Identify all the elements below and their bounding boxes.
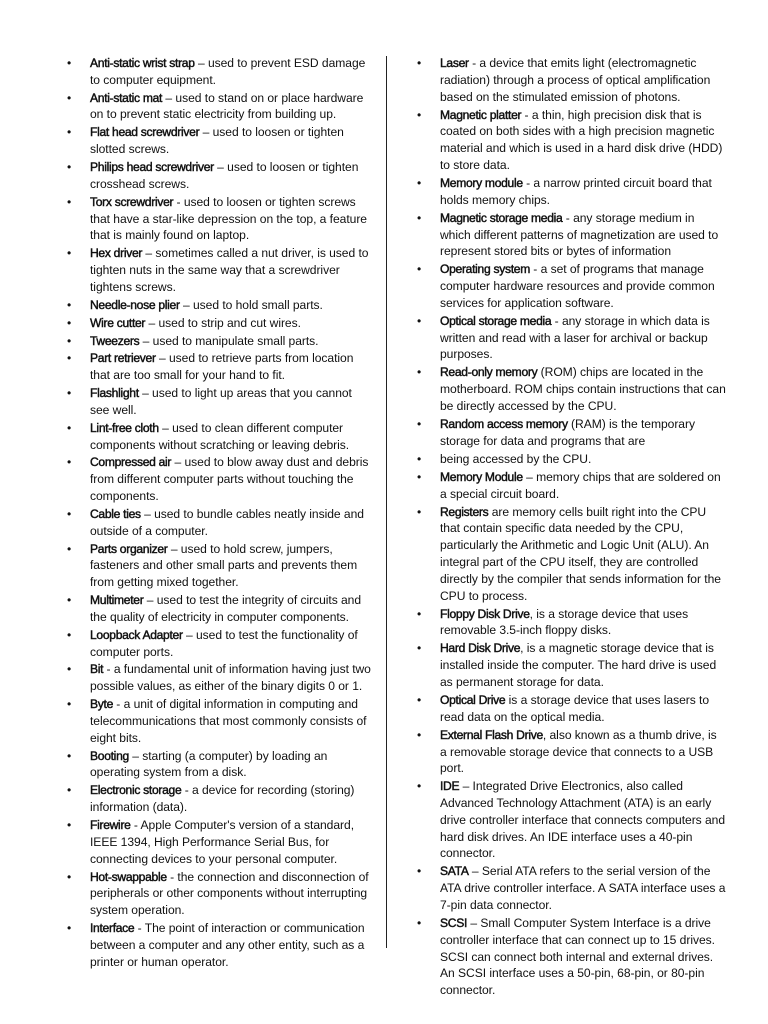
glossary-term: Anti-static wrist strap — [90, 56, 195, 70]
glossary-term: IDE — [440, 779, 460, 794]
glossary-term: Loopback Adapter — [90, 627, 183, 642]
term-definition: (RAM) is the temporary storage for data and programs that are — [440, 417, 695, 448]
bullet-icon: • — [67, 783, 72, 798]
term-definition: – used to clean different computer components without scratching or leaving debris. — [90, 420, 350, 452]
list-item — [64, 748, 372, 782]
bullet-icon: • — [417, 417, 422, 432]
glossary-term: Booting — [90, 748, 129, 763]
glossary-term: Hard Disk Drive — [440, 641, 521, 656]
glossary-term: Magnetic platter — [440, 107, 522, 122]
term-definition: – used to hold screw, jumpers, fasteners and other small parts and prevents them from getting mixed together. — [90, 541, 358, 590]
glossary-term: Philips head screwdriver — [90, 160, 214, 175]
glossary-term: Lint-free cloth — [90, 420, 159, 435]
bullet-icon: • — [67, 506, 72, 521]
term-definition: – Serial ATA refers to the serial version of the ATA drive controller interface. A SATA interface uses a 7-pin data connector. — [440, 864, 726, 913]
glossary-term: Laser — [440, 56, 469, 70]
glossary-term: External Flash Drive — [440, 727, 543, 742]
term-definition: – sometimes called a nut driver, is used to tighten nuts in the same way that a screwdriver tightens screws. — [90, 246, 369, 294]
term-definition: – used to loosen or tighten crosshead screws. — [90, 160, 359, 191]
list-item — [64, 541, 372, 591]
term-definition: - any storage medium in which different patterns of magnetization are used to represent stored bits or bytes of information — [440, 210, 719, 259]
list-item — [64, 385, 372, 419]
bullet-icon: • — [67, 869, 72, 884]
bullet-icon: • — [67, 56, 72, 70]
term-definition: – used to manipulate small parts. — [139, 333, 319, 348]
glossary-term: Tweezers — [90, 333, 140, 348]
glossary-term: Compressed air — [90, 455, 172, 470]
list-item — [64, 506, 372, 540]
list-item — [414, 863, 726, 913]
bullet-icon: • — [417, 864, 422, 879]
glossary-term: SATA — [440, 864, 469, 879]
term-definition: – memory chips that are soldered on a special circuit board. — [440, 469, 721, 501]
term-definition: – used to test the integrity of circuits and the quality of electricity in computer components. — [90, 593, 362, 624]
term-definition: - Apple Computer's version of a standard, IEEE 1394, High Performance Serial Bus, for connecting devices to your personal computer. — [90, 818, 354, 866]
bullet-icon: • — [67, 818, 72, 833]
list-item — [64, 194, 372, 244]
glossary-term: Flat head screwdriver — [90, 125, 200, 140]
bullet-icon: • — [67, 386, 72, 401]
list-item — [64, 454, 372, 504]
list-item — [64, 350, 372, 384]
right-column — [414, 55, 726, 1000]
bullet-icon: • — [417, 56, 422, 70]
bullet-icon: • — [417, 504, 422, 519]
glossary-term: Random access memory — [440, 417, 568, 432]
list-item — [64, 627, 372, 661]
term-definition: - a device for recording (storing) information (data). — [90, 783, 355, 815]
list-item — [414, 175, 726, 209]
glossary-term: Cable ties — [90, 506, 141, 521]
list-item — [64, 333, 372, 350]
glossary-term: Needle-nose plier — [90, 297, 180, 312]
term-definition: – used to blow away dust and debris from different computer parts without touching the components. — [90, 455, 369, 504]
bullet-icon: • — [417, 210, 422, 225]
bullet-icon: • — [417, 692, 422, 707]
term-definition: being accessed by the CPU. — [440, 451, 592, 466]
bullet-icon: • — [67, 541, 72, 556]
glossary-term: SCSI — [440, 916, 468, 931]
list-item — [64, 90, 372, 124]
list-item — [414, 606, 726, 640]
bullet-icon: • — [67, 90, 72, 105]
bullet-icon: • — [67, 125, 72, 140]
glossary-term: Magnetic storage media — [440, 210, 563, 225]
list-item — [414, 313, 726, 363]
bullet-icon: • — [67, 315, 72, 330]
glossary-term: Hot-swappable — [90, 869, 167, 884]
list-item — [64, 920, 372, 970]
glossary-term: Interface — [90, 921, 135, 935]
list-item — [64, 245, 372, 295]
list-item — [64, 297, 372, 314]
glossary-term: Anti-static mat — [90, 90, 163, 105]
left-term-list — [64, 55, 372, 970]
bullet-icon: • — [417, 451, 422, 466]
right-term-list — [414, 55, 726, 999]
glossary-term: Optical storage media — [440, 313, 552, 328]
list-item — [64, 592, 372, 626]
list-item — [414, 55, 726, 105]
bullet-icon: • — [67, 420, 72, 435]
term-definition: – used to retrieve parts from location that are too small for your hand to fit. — [90, 351, 354, 383]
term-definition: – starting (a computer) by loading an operating system from a disk. — [90, 748, 328, 780]
term-definition: are memory cells built right into the CPU that contain specific data needed by the CPU, particularly the Arithmetic and Logic Unit (ALU). An integral part of the CPU itself, they are controlled directly by the compiler that sends information for the CPU to process. — [440, 504, 721, 603]
bullet-icon: • — [417, 916, 422, 931]
bullet-icon: • — [417, 365, 422, 380]
bullet-icon: • — [417, 175, 422, 190]
glossary-term: Parts organizer — [90, 541, 168, 556]
glossary-term: Operating system — [440, 262, 530, 277]
term-definition: - a device that emits light (electromagnetic radiation) through a process of optical amplification based on the stimulated emission of photons. — [440, 56, 711, 104]
bullet-icon: • — [67, 333, 72, 348]
list-item — [414, 261, 726, 311]
list-item — [414, 778, 726, 862]
list-item — [414, 210, 726, 260]
bullet-icon: • — [67, 246, 72, 261]
glossary-term: Read-only memory — [440, 365, 538, 380]
glossary-term: Memory module — [440, 175, 523, 190]
list-item — [64, 782, 372, 816]
bullet-icon: • — [67, 921, 72, 935]
term-definition: , also known as a thumb drive, is a removable storage device that connects to a USB port. — [440, 727, 717, 776]
list-item — [414, 692, 726, 726]
glossary-term: Byte — [90, 697, 113, 712]
bullet-icon: • — [417, 779, 422, 794]
term-definition: – used to strip and cut wires. — [145, 315, 301, 330]
term-definition: - a unit of digital information in computing and telecommunications that most commonly consists of eight bits. — [90, 697, 367, 745]
bullet-icon: • — [417, 313, 422, 328]
left-column — [64, 55, 372, 971]
list-item — [64, 869, 372, 919]
glossary-term: Wire cutter — [90, 315, 146, 330]
glossary-term: Hex driver — [90, 246, 143, 261]
bullet-icon: • — [67, 351, 72, 366]
glossary-term: Floppy Disk Drive — [440, 606, 530, 621]
list-item — [64, 696, 372, 746]
glossary-term: Flashlight — [90, 386, 139, 401]
glossary-term: Memory Module — [440, 469, 523, 484]
glossary-term: Part retriever — [90, 351, 156, 366]
bullet-icon: • — [417, 641, 422, 656]
list-item — [64, 817, 372, 867]
bullet-icon: • — [417, 107, 422, 122]
glossary-term: Firewire — [90, 818, 131, 833]
term-definition: – used to test the functionality of computer ports. — [90, 627, 358, 659]
bullet-icon: • — [67, 455, 72, 470]
term-definition: (ROM) chips are located in the motherboard. ROM chips contain instructions that can be directly accessed by the CPU. — [440, 365, 726, 414]
glossary-term: Bit — [90, 662, 104, 677]
bullet-icon: • — [417, 606, 422, 621]
list-item — [64, 315, 372, 332]
glossary-term: Electronic storage — [90, 783, 182, 798]
term-definition: – used to light up areas that you cannot see well. — [90, 386, 352, 417]
term-definition: , is a storage device that uses removable 3.5-inch floppy disks. — [440, 606, 689, 638]
list-item — [414, 504, 726, 605]
list-item — [414, 915, 726, 999]
bullet-icon: • — [67, 194, 72, 209]
bullet-icon: • — [417, 727, 422, 742]
term-definition: is a storage device that uses lasers to read data on the optical media. — [440, 692, 710, 724]
term-definition: - a thin, high precision disk that is coated on both sides with a high precision magnetic material and which is used in a hard disk drive (HDD) to store data. — [440, 107, 723, 172]
term-definition: - the connection and disconnection of peripherals or other components without interrupting system operation. — [90, 869, 369, 918]
term-definition: , is a magnetic storage device that is installed inside the computer. The hard drive is used as permanent storage for data. — [440, 641, 717, 689]
bullet-icon: • — [67, 662, 72, 677]
list-item — [414, 364, 726, 414]
list-item — [64, 159, 372, 193]
term-definition: – used to loosen or tighten slotted screws. — [90, 125, 344, 157]
bullet-icon: • — [67, 593, 72, 608]
list-item — [414, 451, 726, 468]
glossary-term: Multimeter — [90, 593, 144, 608]
column-divider — [386, 56, 387, 948]
term-definition: - a set of programs that manage computer hardware resources and provide common services for application software. — [440, 262, 715, 310]
bullet-icon: • — [67, 697, 72, 712]
term-definition: – Integrated Drive Electronics, also called Advanced Technology Attachment (ATA) is an early drive controller interface that connects computers and hard disk drives. An IDE interface uses a 40-pin connector. — [440, 779, 726, 861]
glossary-term: Registers — [440, 504, 489, 519]
list-item — [64, 420, 372, 454]
term-definition: – used to prevent ESD damage to computer equipment. — [90, 56, 366, 87]
bullet-icon: • — [67, 748, 72, 763]
term-definition: - used to loosen or tighten screws that have a star-like depression on the top, a feature that is mainly found on laptop. — [90, 194, 367, 243]
list-item — [414, 640, 726, 690]
list-item — [414, 469, 726, 503]
bullet-icon: • — [417, 262, 422, 277]
term-definition: - a fundamental unit of information having just two possible values, as either of the binary digits 0 or 1. — [90, 662, 371, 694]
list-item — [64, 661, 372, 695]
glossary-term: Optical Drive — [440, 692, 506, 707]
term-definition: - The point of interaction or communication between a computer and any other entity, such as a printer or human operator. — [90, 921, 365, 969]
bullet-icon: • — [67, 160, 72, 175]
bullet-icon: • — [417, 469, 422, 484]
list-item — [414, 416, 726, 450]
list-item — [64, 55, 372, 89]
term-definition: – used to stand on or place hardware on to prevent static electricity from building up. — [90, 90, 364, 122]
term-definition: – used to hold small parts. — [179, 297, 323, 312]
list-item — [64, 124, 372, 158]
list-item — [414, 107, 726, 174]
list-item — [414, 727, 726, 777]
term-definition: – used to bundle cables neatly inside and outside of a computer. — [90, 506, 364, 538]
term-definition: - any storage in which data is written and read with a laser for archival or backup purposes. — [440, 313, 710, 362]
bullet-icon: • — [67, 297, 72, 312]
term-definition: - a narrow printed circuit board that holds memory chips. — [440, 175, 712, 207]
bullet-icon: • — [67, 627, 72, 642]
term-definition: – Small Computer System Interface is a drive controller interface that can connect up to 15 drives. SCSI can connect both internal and external drives. An SCSI interface uses a 50-pin, 68-pin, or 80-pin connector. — [440, 916, 715, 998]
glossary-term: Torx screwdriver — [90, 194, 174, 209]
